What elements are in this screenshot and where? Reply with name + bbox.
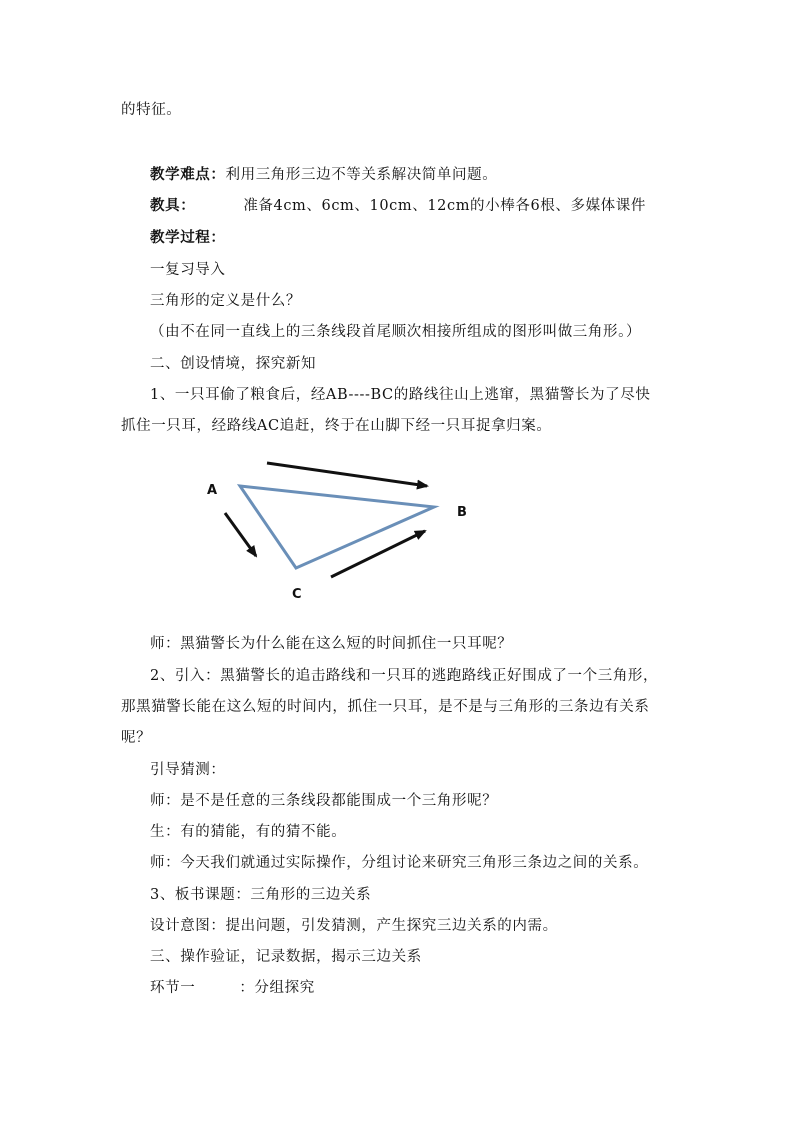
text-line-continuation: 的特征。 — [121, 102, 182, 118]
text-guided-guess: 引导猜测： — [150, 762, 226, 778]
section-heading-review: 一复习导入 — [150, 262, 226, 278]
text-board-title: 3、板书课题：三角形的三边关系 — [150, 887, 372, 903]
text-story-line-1: 1、一只耳偷了粮食后，经AB----BC的路线往山上逃窜，黑猫警长为了尽快 — [150, 387, 651, 403]
arrow-bottom — [331, 531, 425, 577]
text-question-definition: 三角形的定义是什么？ — [150, 293, 301, 309]
triangle-abc — [240, 486, 434, 568]
vertex-label-c: C — [292, 587, 302, 602]
text-definition-answer: （由不在同一直线上的三条线段首尾顺次相接所组成的图形叫做三角形。） — [150, 324, 642, 340]
text-teacher-any-segments: 师：是不是任意的三条线段都能围成一个三角形呢？ — [150, 793, 498, 809]
text-story-line-2: 抓住一只耳，经路线AC追赶，终于在山脚下经一只耳捉拿归案。 — [121, 418, 552, 434]
text-teacher-today: 师：今天我们就通过实际操作，分组讨论来研究三角形三条边之间的关系。 — [150, 855, 649, 871]
vertex-label-a: A — [207, 483, 218, 498]
text-stage-one — [150, 978, 315, 998]
section-heading-situation: 二、创设情境，探究新知 — [150, 356, 317, 372]
label-teaching-difficulty: 教学难点： — [150, 166, 226, 183]
label-teaching-aids: 教具： — [150, 197, 196, 214]
text-teaching-difficulty: 利用三角形三边不等关系解决简单问题。 — [225, 167, 498, 183]
text-teaching-aids: 准备4cm、6cm、10cm、12cm的小棒各6根、多媒体课件 — [243, 198, 646, 214]
text-group-explore: ：分组探究 — [239, 980, 315, 996]
section-heading-operation: 三、操作验证，记录数据，揭示三边关系 — [150, 949, 422, 965]
arrow-left — [225, 513, 256, 556]
text-design-intent: 设计意图：提出问题，引发猜测，产生探究三边关系的内需。 — [150, 918, 558, 934]
vertex-label-b: B — [457, 505, 467, 520]
arrow-top — [267, 463, 427, 486]
label-teaching-process: 教学过程： — [150, 229, 226, 246]
text-introduction-line-3: 呢？ — [121, 730, 152, 746]
label-stage-one: 环节一 — [150, 980, 196, 996]
text-teacher-question: 师：黑猫警长为什么能在这么短的时间抓住一只耳呢？ — [150, 636, 513, 652]
text-introduction-line-2: 那黑猫警长能在这么短的时间内，抓住一只耳，是不是与三角形的三条边有关系 — [121, 699, 650, 715]
text-student-response: 生：有的猜能，有的猜不能。 — [150, 824, 347, 840]
text-introduction-line-1: 2、引入：黑猫警长的追击路线和一只耳的逃跑路线正好围成了一个三角形， — [150, 668, 659, 684]
